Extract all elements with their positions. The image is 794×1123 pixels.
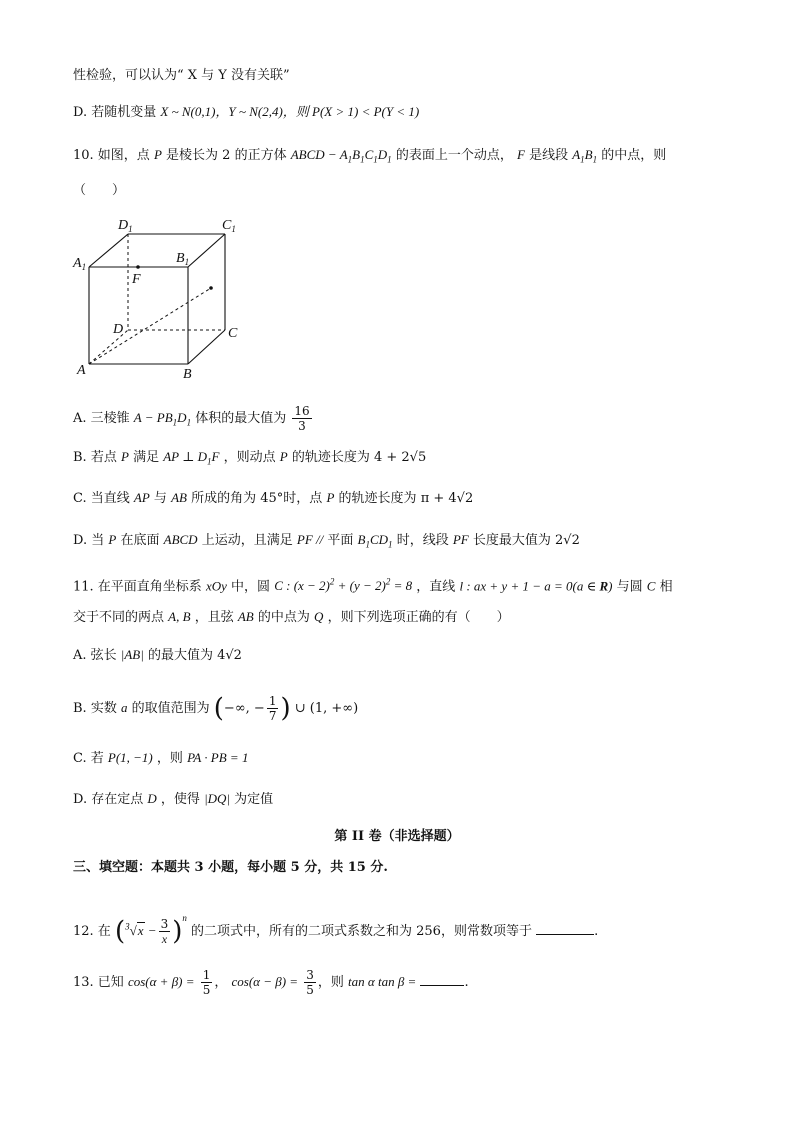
q13-answer-blank[interactable] [420,971,464,986]
label-c: C [228,326,238,341]
continued-line: 性检验，可以认为“ X 与 Y 没有关联” [73,68,290,83]
q10-option-a [73,404,314,433]
q10-opt-d-plane: $B_1CD_1$ [357,532,393,550]
fraction-denominator: 5 [202,983,211,997]
q11-option-a [73,645,242,666]
paren-right: ) [280,693,291,724]
q10-opt-c-text: C. 当直线 [73,491,130,506]
q10-stem-b: 是棱长为 2 的正方体 [166,148,287,163]
q10-stem-c: 的表面上一个动点， [395,148,513,163]
q11-stem2-b: ，且弦 [194,610,234,625]
point-p [209,286,213,290]
fraction-numerator: 16 [294,404,310,418]
q11-opt-a-value: 4√2 [217,648,242,663]
q11-option-b [73,694,358,723]
q11-opt-b-mid: 的取值范围为 [131,701,210,716]
q10-opt-d-pf: PF // [296,532,324,547]
q11-range-fraction [267,694,279,723]
q12-cbrt: $^3$√x − [125,921,157,938]
q10-segment: $A_1B_1$ [572,147,598,165]
q12-stem-b: 的二项式中，所有的二项式系数之和为 256，则常数项等于 [191,924,532,939]
q11-c: C [646,578,656,594]
q11-opt-c-point: P(1, −1) [107,750,153,765]
q10-opt-d-base: ABCD [163,532,198,547]
q10-opt-d-pf2: PF [452,532,469,547]
paren-left: ( [213,693,224,724]
q10-point-f: F [516,147,525,162]
question-13 [73,968,469,997]
q10-opt-b-end2: 的轨迹长度为 [291,450,370,465]
q10-opt-d-mid3: 平面 [327,533,354,548]
q11-opt-d-d: D [147,791,157,806]
edge-a1d1 [89,234,128,267]
q10-opt-b-cond: AP ⊥ $D_1F$ [163,449,220,467]
edge-bc [188,330,225,364]
label-c1: $C_1$ [222,218,236,234]
q10-opt-c-p: P [326,490,335,505]
q10-opt-c-mid: 与 [153,491,167,506]
q10-opt-d-end2: 长度最大值为 [472,533,551,548]
q11-stem-a: 11. 在平面直角坐标系 [73,579,202,595]
label-d: D [113,322,124,337]
q10-answer-paren: （ ） [73,183,126,198]
q10-paren [73,181,125,201]
fraction-denominator: 5 [306,983,314,997]
q10-opt-c-mid2: 所成的角为 45°时，点 [191,491,323,506]
q11-opt-d-text: D. 存在定点 [73,792,144,807]
segment-ap-hidden [89,288,211,364]
q10-opt-d-mid2: 上运动，且满足 [201,533,293,548]
q11-range-part2: ∪ (1, +∞) [294,701,359,716]
q11-opt-a-end: 的最大值为 [147,648,213,663]
question-11-stem [73,572,673,597]
q11-stem2-c: 的中点为 [257,610,310,625]
fraction-numerator: 1 [202,968,211,982]
section-title: 第 II 卷（非选择题） [334,829,460,844]
fraction-numerator: 3 [160,917,169,931]
fraction-denominator: x [161,932,168,946]
q11-opt-c-mid: ，则 [156,751,183,766]
q11-opt-a-text: A. 弦长 [73,648,117,663]
q12-end: . [594,924,599,939]
q10-opt-d-p: P [108,532,117,547]
q13-stem-b: ， [214,975,228,990]
option-d-prefix: D. 若随机变量 [73,105,157,120]
cube-figure [70,212,250,384]
q10-opt-b-value: 4 + 2√5 [373,450,427,465]
q11-stem2-d: ，则下列选项正确的有（ ） [327,610,510,625]
label-b1: $B_1$ [176,251,190,267]
option-d-math: X ~ N(0,1)，Y ~ N(2,4)，则 P(X > 1) < P(Y < 1) [160,104,420,119]
q12-answer-blank[interactable] [536,920,594,935]
q10-option-d [73,530,580,555]
label-b: B [183,367,192,382]
q11-opt-b-text: B. 实数 [73,701,117,716]
q12-stem-a: 12. 在 [73,924,111,939]
q10-stem-d: 是线段 [529,148,569,163]
question-12 [73,908,598,946]
q12-fraction [159,917,171,946]
q10-option-c [73,488,473,509]
q10-opt-b-mid: 满足 [133,450,160,465]
q11-range-part1: −∞, − [223,701,265,716]
q10-opt-a-mid: 体积的最大值为 [195,411,287,426]
edge-b1c1 [188,234,225,267]
q11-xoy: xOy [205,578,227,594]
q11-q: Q [314,609,324,624]
q11-opt-d-end: 为定值 [234,792,274,807]
fraction-denominator: 7 [268,709,277,723]
q10-opt-b-p2: P [279,449,288,464]
option-d-prev [73,102,419,123]
q11-stem2-a: 交于不同的两点 [73,610,165,625]
q11-opt-c-text: C. 若 [73,751,104,766]
q11-stem-c: ，直线 [416,579,456,595]
q11-opt-b-a: a [120,700,128,715]
q11-stem-b: 中，圆 [231,579,271,595]
q11-stem-d: 与圆 [616,579,643,595]
q11-circle-eq: C : $(x - 2)^2 + (y - 2)^2 = 8$ [274,577,413,594]
q10-opt-d-value: 2√2 [555,533,580,548]
label-f: F [132,272,141,287]
q10-opt-b-p: P [120,449,129,464]
q10-opt-d-mid: 在底面 [120,533,160,548]
paren-left: ( [114,916,126,947]
continued-text [73,66,290,86]
q10-opt-d-end: 时，线段 [396,533,449,548]
q10-stem-a: 10. 如图，点 [73,148,150,163]
question-10-stem [73,145,666,170]
label-d1: $D_1$ [118,218,133,234]
q10-opt-c-ap: AP [133,490,150,505]
q11-opt-d-mid: ，使得 [160,792,200,807]
fraction-numerator: 1 [268,694,277,708]
q13-cos-sum: cos(α + β) = [127,974,195,989]
section-heading: 三、填空题：本题共 3 小题，每小题 5 分，共 15 分. [73,860,388,875]
question-11-stem-2 [73,607,510,628]
q11-opt-c-dot: PA · PB = 1 [187,750,249,765]
q10-cube-name: ABCD − $A_1B_1C_1D_1$ [290,147,392,165]
q10-opt-c-end: 的轨迹长度为 [338,491,417,506]
q10-option-b [73,447,426,472]
q13-cos-diff: cos(α − β) = [231,974,299,989]
q12-exponent: n [182,913,187,923]
label-a: A [77,363,86,378]
q11-option-c [73,748,248,769]
q11-ab: A, B [168,609,191,624]
q10-opt-c-value: π + 4√2 [420,491,474,506]
q10-opt-c-ab: AB [171,490,187,505]
q11-stem-e: 相 [659,579,673,595]
paren-right: ) [172,916,183,947]
q10-opt-a-solid: $A - PB_1D_1$ [133,410,192,428]
q10-opt-d-text: D. 当 [73,533,105,548]
fraction-denominator: 3 [298,419,306,433]
q10-stem-e: 的中点，则 [601,148,667,163]
q10-opt-a-text: A. 三棱锥 [73,411,130,426]
q11-opt-d-abs: |DQ| [204,791,230,806]
q13-tan: tan α tan β = [348,974,417,989]
q11-line-eq: l : ax + y + 1 − a = 0(a ∈ R) [459,578,613,594]
q13-fraction-1 [201,968,213,997]
q10-opt-b-end: ，则动点 [223,450,276,465]
q10-point-p: P [153,147,162,162]
q13-end: . [464,975,469,990]
point-f [136,265,140,269]
q13-fraction-2 [304,968,316,997]
q11-opt-a-abs: |AB| [120,647,144,662]
q11-option-d [73,789,273,810]
fraction-numerator: 3 [306,968,314,982]
q13-stem-c: ，则 [317,975,344,990]
q10-opt-a-fraction [292,404,311,433]
label-a1: $A_1$ [73,256,87,272]
q10-opt-b-text: B. 若点 [73,450,117,465]
q13-stem-a: 13. 已知 [73,975,124,990]
q11-ab2: AB [237,609,254,624]
